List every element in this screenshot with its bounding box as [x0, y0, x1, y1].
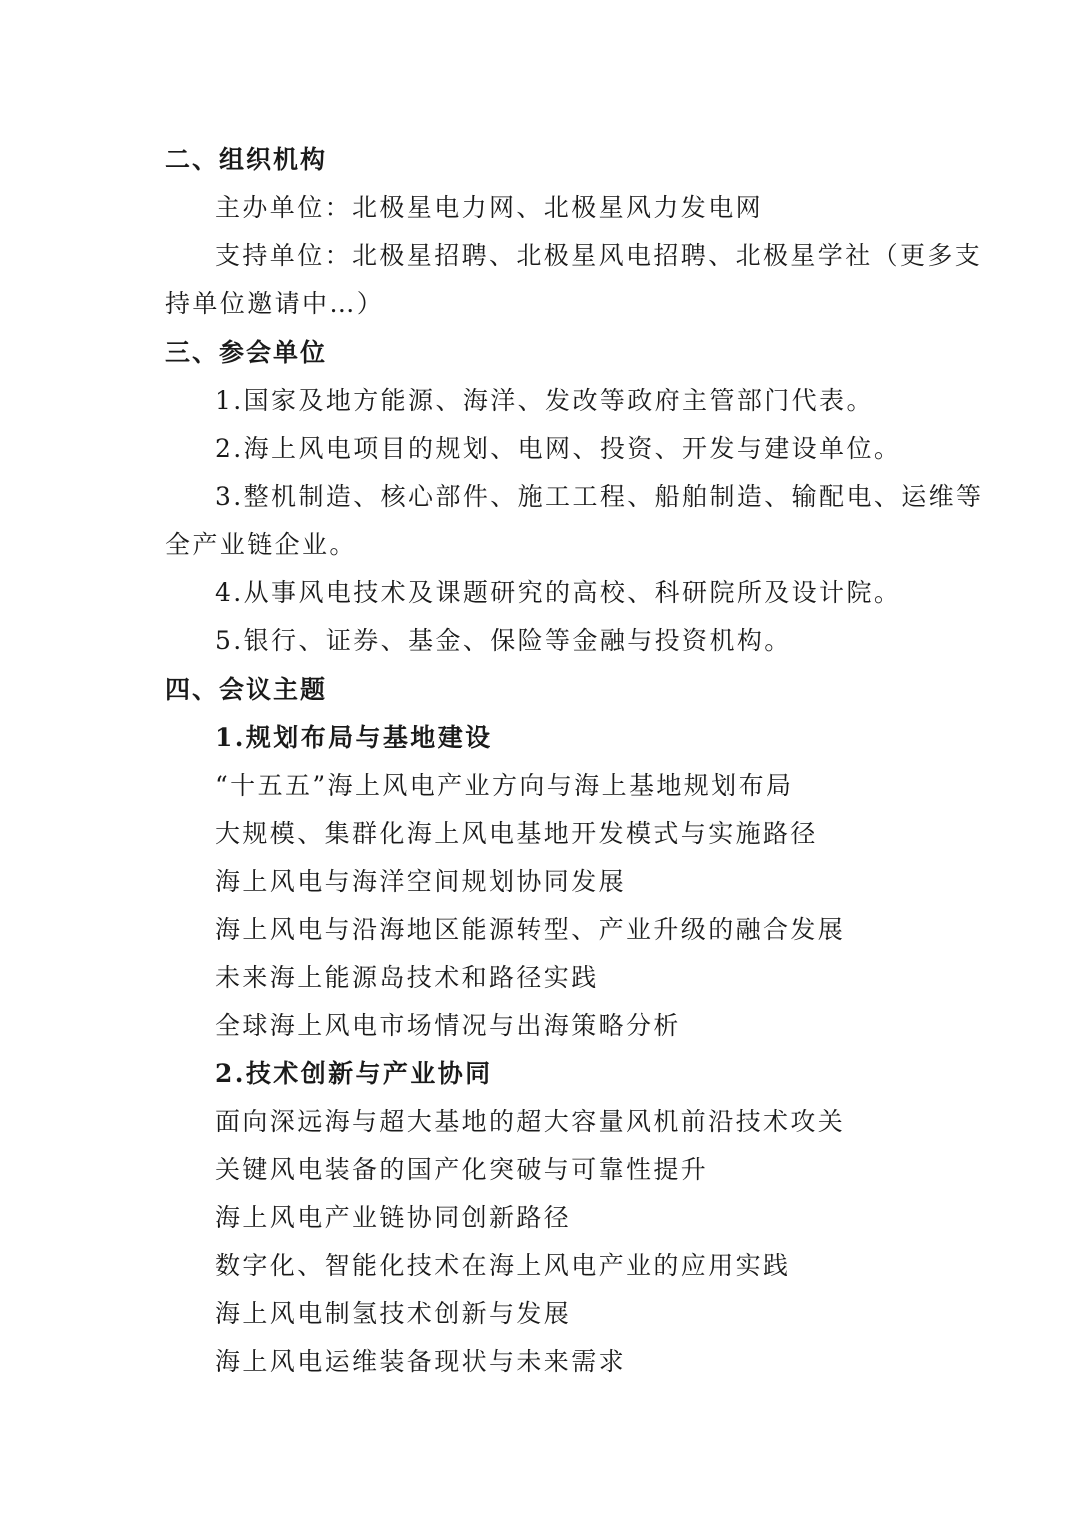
- theme-item: 面向深远海与超大基地的超大容量风机前沿技术攻关: [215, 1107, 846, 1136]
- theme-item: 海上风电产业链协同创新路径: [215, 1203, 572, 1232]
- theme-item: 海上风电制氢技术创新与发展: [215, 1299, 572, 1328]
- supporters-line: 支持单位：北极星招聘、北极星风电招聘、北极星学社（更多支: [215, 241, 983, 270]
- theme-subheading-innovation: 2.技术创新与产业协同: [215, 1059, 493, 1088]
- theme-item: 海上风电运维装备现状与未来需求: [215, 1347, 627, 1376]
- theme-item: 海上风电与海洋空间规划协同发展: [215, 867, 627, 896]
- theme-item: 海上风电与沿海地区能源转型、产业升级的融合发展: [215, 915, 846, 944]
- section-heading-organization: 二、组织机构: [165, 145, 328, 174]
- theme-item: 大规模、集群化海上风电基地开发模式与实施路径: [215, 819, 818, 848]
- participant-item: 5.银行、证券、基金、保险等金融与投资机构。: [215, 626, 792, 655]
- participant-item-continued: 全产业链企业。: [165, 530, 357, 559]
- theme-item: 未来海上能源岛技术和路径实践: [215, 963, 599, 992]
- theme-item: 数字化、智能化技术在海上风电产业的应用实践: [215, 1251, 791, 1280]
- participant-item: 1.国家及地方能源、海洋、发改等政府主管部门代表。: [215, 386, 874, 415]
- participant-item: 4.从事风电技术及课题研究的高校、科研院所及设计院。: [215, 578, 902, 607]
- theme-item: 全球海上风电市场情况与出海策略分析: [215, 1011, 681, 1040]
- participant-item: 2.海上风电项目的规划、电网、投资、开发与建设单位。: [215, 434, 902, 463]
- theme-subheading-planning: 1.规划布局与基地建设: [215, 723, 493, 752]
- theme-item: 关键风电装备的国产化突破与可靠性提升: [215, 1155, 709, 1184]
- participant-item: 3.整机制造、核心部件、施工工程、船舶制造、输配电、运维等: [215, 482, 984, 511]
- section-heading-themes: 四、会议主题: [165, 675, 328, 704]
- section-heading-participants: 三、参会单位: [165, 338, 328, 367]
- supporters-line-continued: 持单位邀请中…）: [165, 289, 385, 318]
- organizer-line: 主办单位：北极星电力网、北极星风力发电网: [215, 193, 764, 222]
- theme-item: “十五五”海上风电产业方向与海上基地规划布局: [215, 771, 794, 800]
